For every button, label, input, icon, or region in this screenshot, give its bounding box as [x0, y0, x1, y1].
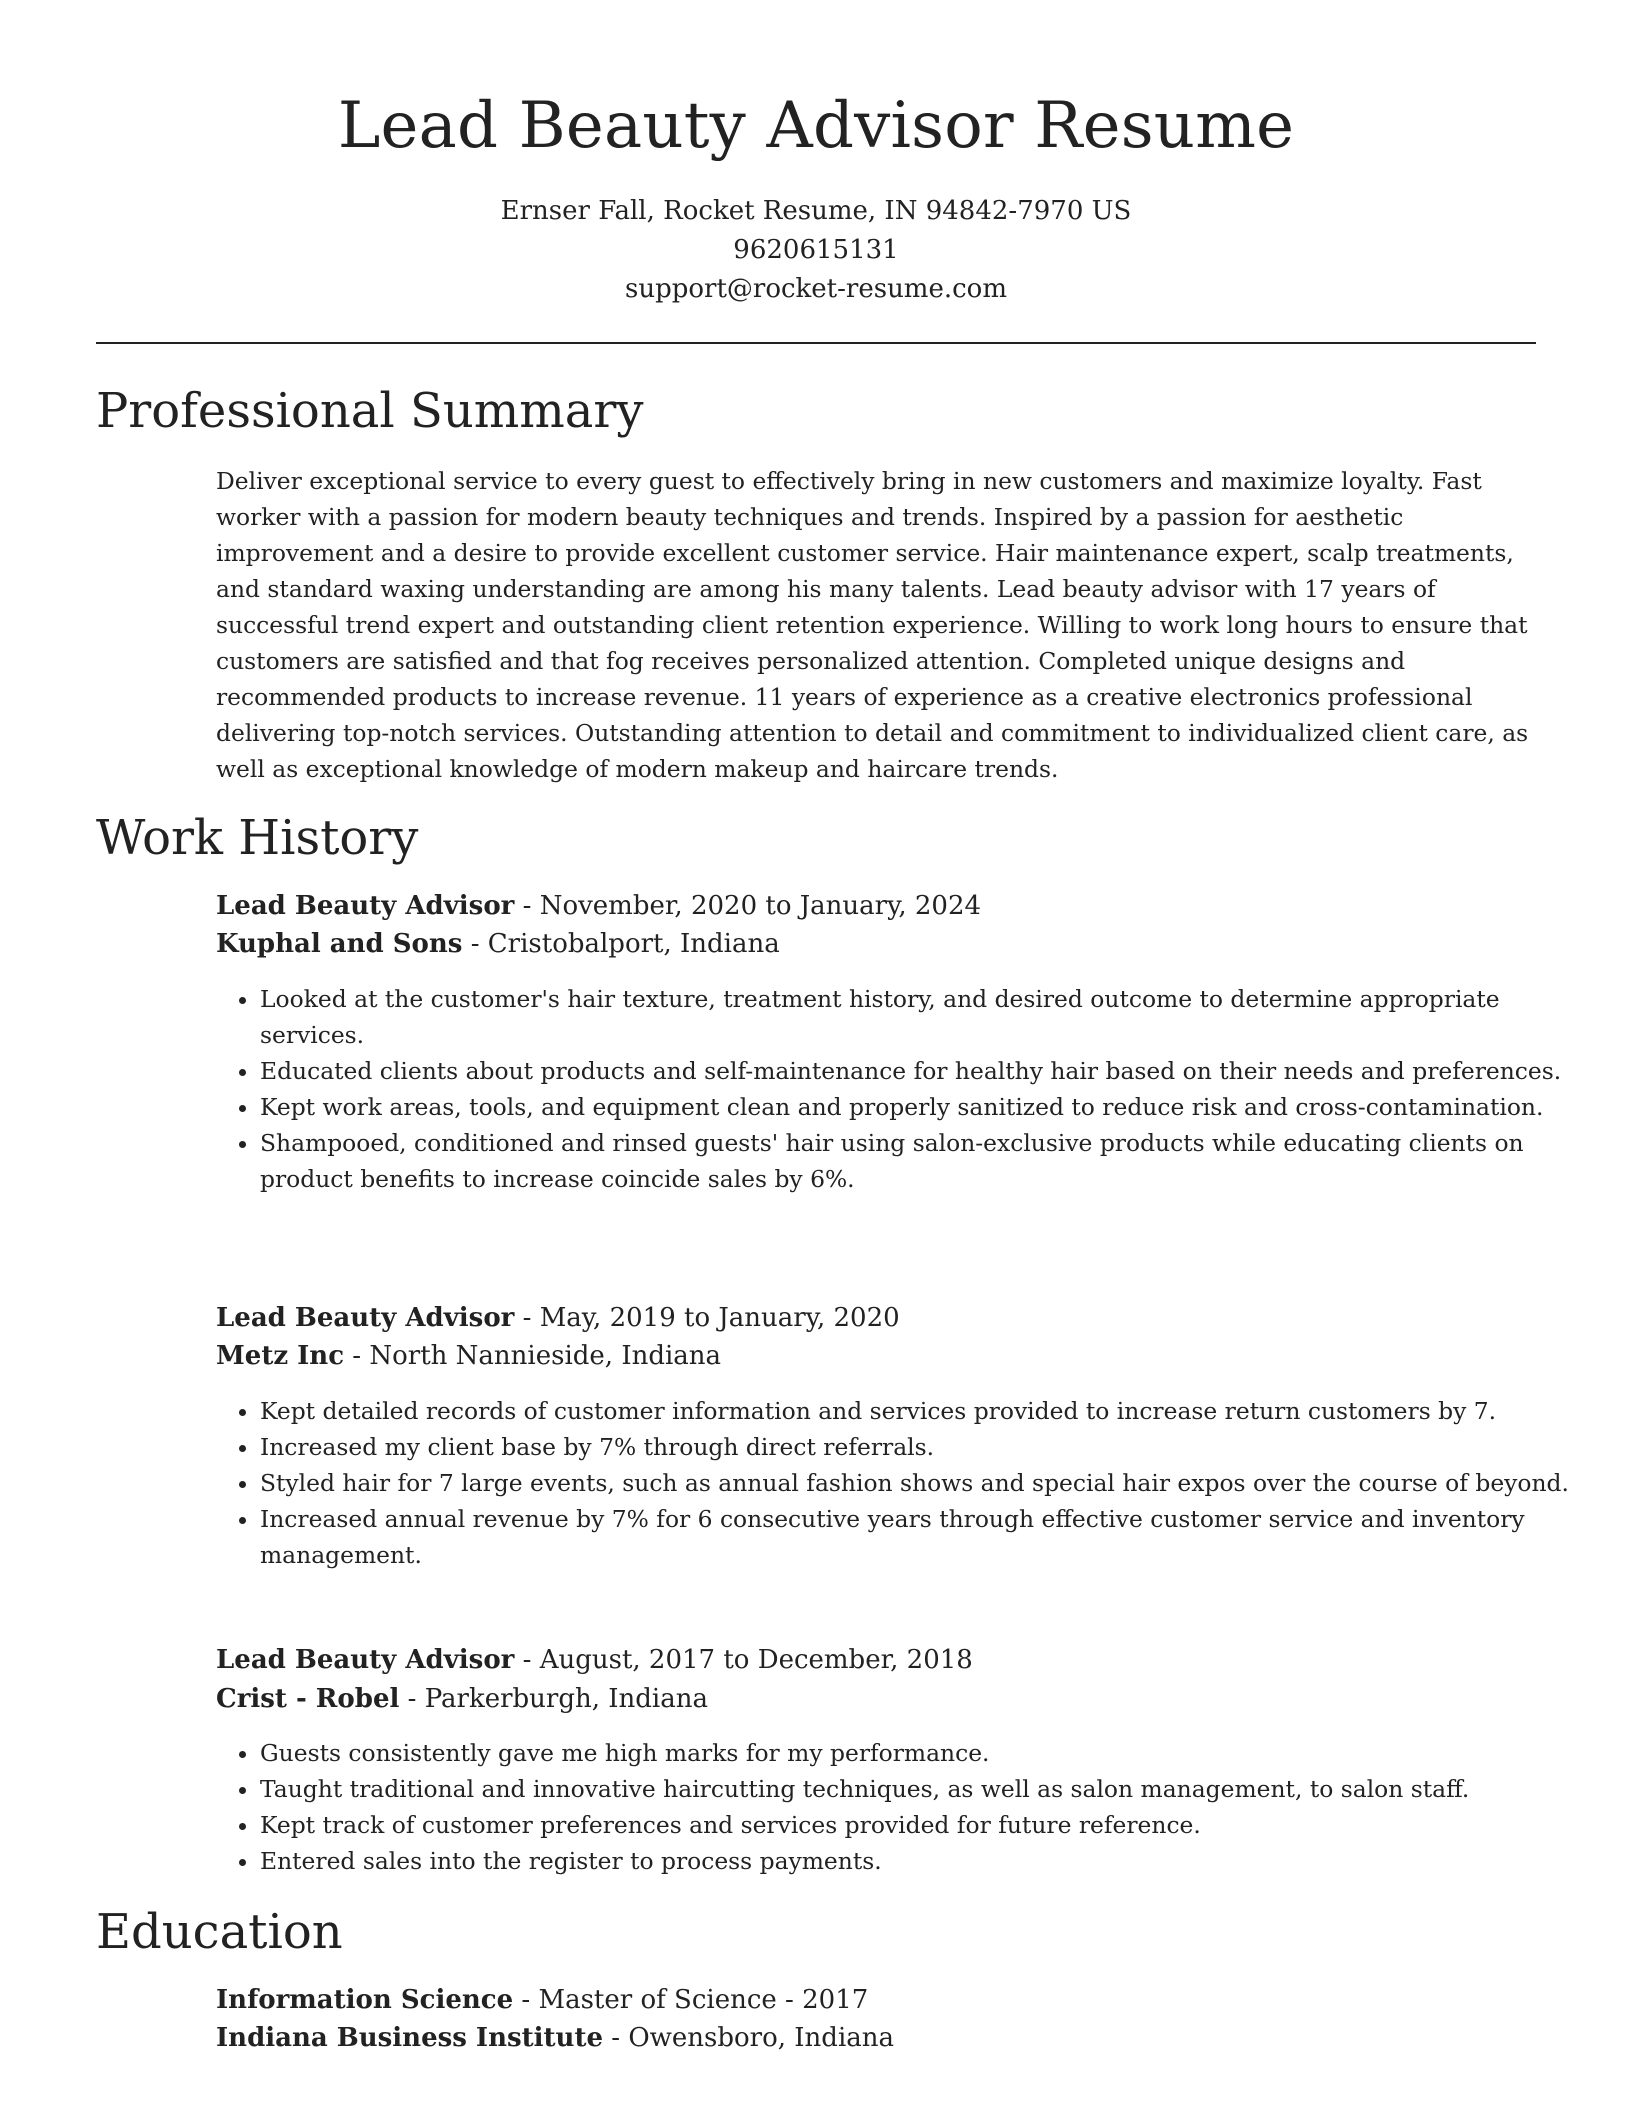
separator: - — [344, 1341, 370, 1371]
work-history-heading: Work History — [96, 810, 419, 866]
contact-block — [0, 192, 1632, 309]
separator: - — [514, 1303, 540, 1333]
resume-title: Lead Beauty Advisor Resume — [337, 89, 1295, 163]
separator: - — [514, 1645, 540, 1675]
job-2-company-line — [216, 1338, 721, 1374]
job-3-title-line — [216, 1642, 973, 1678]
education-field: Information Science — [216, 1985, 514, 2015]
header-divider — [96, 342, 1536, 344]
job-2-bullets — [216, 1393, 1580, 1573]
job-dates: August, 2017 to December, 2018 — [539, 1645, 973, 1675]
separator: - — [462, 929, 488, 959]
separator: - — [399, 1684, 425, 1714]
education-year: 2017 — [802, 1985, 869, 2015]
job-3-company-line — [216, 1681, 708, 1717]
contact-address: Ernser Fall, Rocket Resume, IN 94842-7970 US — [500, 196, 1132, 226]
separator: - — [603, 2023, 629, 2053]
list-item: • Shampooed, conditioned and rinsed guests' hair using salon-exclusive products while educating clients on product benefits to increase coincide sales by 6%. — [260, 1125, 1580, 1197]
job-1-title-line — [216, 888, 981, 924]
education-degree: Master of Science — [538, 1985, 777, 2015]
job-location: North Nannieside, Indiana — [369, 1341, 722, 1371]
list-item: • Guests consistently gave me high marks for my performance. — [260, 1735, 1580, 1771]
list-item: • Looked at the customer's hair texture, treatment history, and desired outcome to determine appropriate services. — [260, 981, 1580, 1053]
contact-phone: 9620615131 — [733, 235, 899, 265]
list-item: • Styled hair for 7 large events, such as annual fashion shows and special hair expos over the course of beyond. — [260, 1465, 1580, 1501]
education-degree-line — [216, 1982, 868, 2018]
list-item: • Entered sales into the register to process payments. — [260, 1843, 1580, 1879]
education-location: Owensboro, Indiana — [628, 2023, 895, 2053]
contact-email: support@rocket-resume.com — [624, 274, 1007, 304]
list-item: • Kept work areas, tools, and equipment clean and properly sanitized to reduce risk and cross-contamination. — [260, 1089, 1580, 1125]
list-item: • Kept detailed records of customer information and services provided to increase return customers by 7. — [260, 1393, 1580, 1429]
education-school-line — [216, 2020, 894, 2056]
job-1-bullets — [216, 981, 1580, 1197]
list-item: • Taught traditional and innovative haircutting techniques, as well as salon management, to salon staff. — [260, 1771, 1580, 1807]
job-title: Lead Beauty Advisor — [216, 1303, 515, 1333]
job-dates: November, 2020 to January, 2024 — [539, 891, 982, 921]
job-location: Parkerburgh, Indiana — [424, 1684, 708, 1714]
separator: - — [513, 1985, 539, 2015]
list-item: • Educated clients about products and self-maintenance for healthy hair based on their needs and preferences. — [260, 1053, 1580, 1089]
job-title: Lead Beauty Advisor — [216, 1645, 515, 1675]
list-item: • Increased my client base by 7% through direct referrals. — [260, 1429, 1580, 1465]
job-dates: May, 2019 to January, 2020 — [539, 1303, 900, 1333]
job-title: Lead Beauty Advisor — [216, 891, 515, 921]
list-item: • Increased annual revenue by 7% for 6 consecutive years through effective customer service and inventory management. — [260, 1501, 1580, 1573]
job-location: Cristobalport, Indiana — [487, 929, 780, 959]
job-3-bullets — [216, 1735, 1580, 1879]
job-company: Kuphal and Sons — [216, 929, 463, 959]
job-company: Crist - Robel — [216, 1684, 400, 1714]
list-item: • Kept track of customer preferences and services provided for future reference. — [260, 1807, 1580, 1843]
job-2-title-line — [216, 1300, 900, 1336]
job-1-company-line — [216, 926, 780, 962]
education-heading: Education — [96, 1904, 343, 1960]
summary-text: Deliver exceptional service to every guest to effectively bring in new customers and maximize loyalty. Fast worker with a passion for modern beauty techniques and trends. Inspired by a passion for aesthetic improvement and a desire to provide excellent customer service. Hair maintenance expert, scalp treatments, and standard waxing understanding are among his many talents. Lead beauty advisor with 17 years of successful trend expert and outstanding client retention experience. Willing to work long hours to ensure that customers are satisfied and that fog receives personalized attention. Completed unique designs and recommended products to increase revenue. 11 years of experience as a creative electronics professional delivering top-notch services. Outstanding attention to detail and commitment to individualized client care, as well as exceptional knowledge of modern makeup and haircare trends. — [216, 467, 1529, 783]
job-company: Metz Inc — [216, 1341, 345, 1371]
education-school: Indiana Business Institute — [216, 2023, 603, 2053]
separator: - — [776, 1985, 803, 2015]
separator: - — [514, 891, 540, 921]
summary-heading: Professional Summary — [96, 383, 644, 439]
